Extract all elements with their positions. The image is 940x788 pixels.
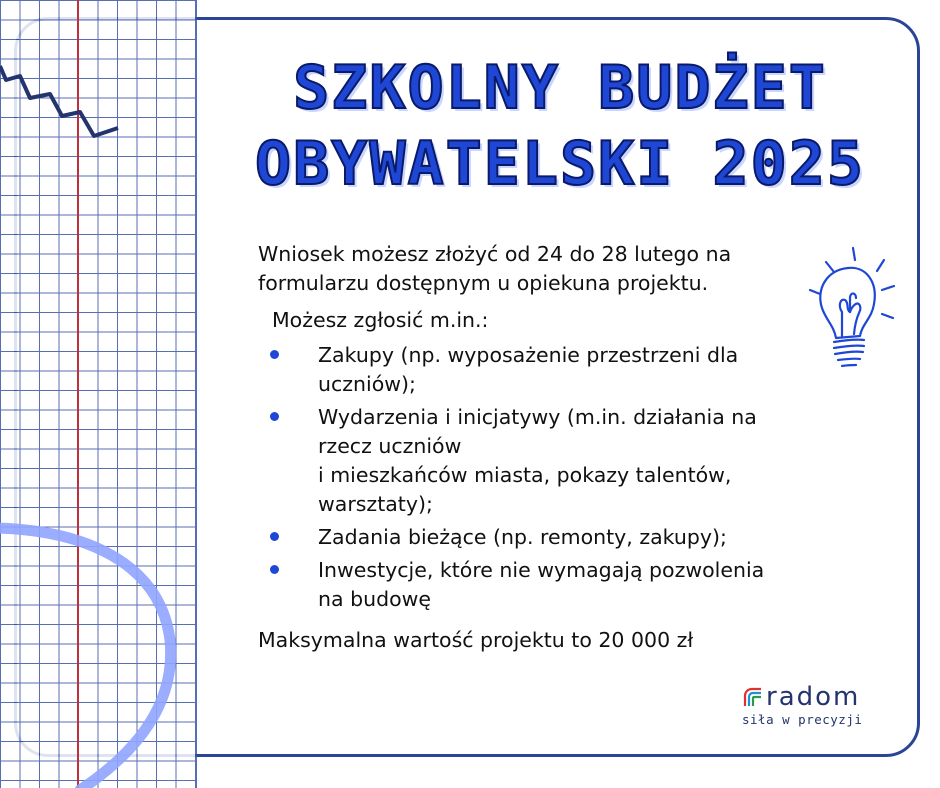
list-item-line: Inwestycje, które nie wymagają pozwolenia xyxy=(318,558,765,582)
decoration-layer xyxy=(0,0,200,788)
list-item xyxy=(258,403,818,519)
list-item-line: warsztaty); xyxy=(318,492,433,516)
page-title xyxy=(250,50,870,202)
bullet-icon xyxy=(270,350,279,359)
list-item xyxy=(258,556,818,614)
lightbulb-icon xyxy=(798,240,908,380)
bullet-icon xyxy=(270,412,279,421)
bullet-icon xyxy=(270,532,279,541)
list-item-line: Wydarzenia i inicjatywy (m.in. działania na xyxy=(318,405,757,429)
list-item xyxy=(258,341,818,399)
sub-heading: Możesz zgłosić m.in.: xyxy=(272,308,489,332)
bullet-icon xyxy=(270,565,279,574)
logo-mark-icon xyxy=(742,686,764,708)
intro-line-2: formularzu dostępnym u opiekuna projektu. xyxy=(258,271,709,295)
radom-logo xyxy=(742,684,872,727)
zigzag-line xyxy=(0,66,118,136)
intro-line-1: Wniosek możesz złożyć od 24 do 28 lutego na xyxy=(258,242,732,266)
logo-word-text: radom xyxy=(766,682,861,712)
list-item-line: Zakupy (np. wyposażenie przestrzeni dla xyxy=(318,343,739,367)
logo-tagline: siła w precyzji xyxy=(742,712,863,727)
list-item-line: i mieszkańców miasta, pokazy talentów, xyxy=(318,463,732,487)
project-types-list xyxy=(258,341,818,614)
title-line-1: SZKOLNY BUDŻET xyxy=(293,53,827,123)
main-content xyxy=(258,240,818,655)
list-item-line: rzecz uczniów xyxy=(318,434,462,458)
list-item-line: na budowę xyxy=(318,587,432,611)
list-item xyxy=(258,523,818,552)
curve-line xyxy=(0,528,171,788)
list-item-line: Zadania bieżące (np. remonty, zakupy); xyxy=(318,525,727,549)
logo-wordmark xyxy=(742,684,872,710)
title-line-2: OBYWATELSKI 2025 xyxy=(255,129,865,199)
intro-text xyxy=(258,240,818,298)
max-value-text: Maksymalna wartość projektu to 20 000 zł xyxy=(258,628,694,652)
list-item-line: uczniów); xyxy=(318,372,416,396)
